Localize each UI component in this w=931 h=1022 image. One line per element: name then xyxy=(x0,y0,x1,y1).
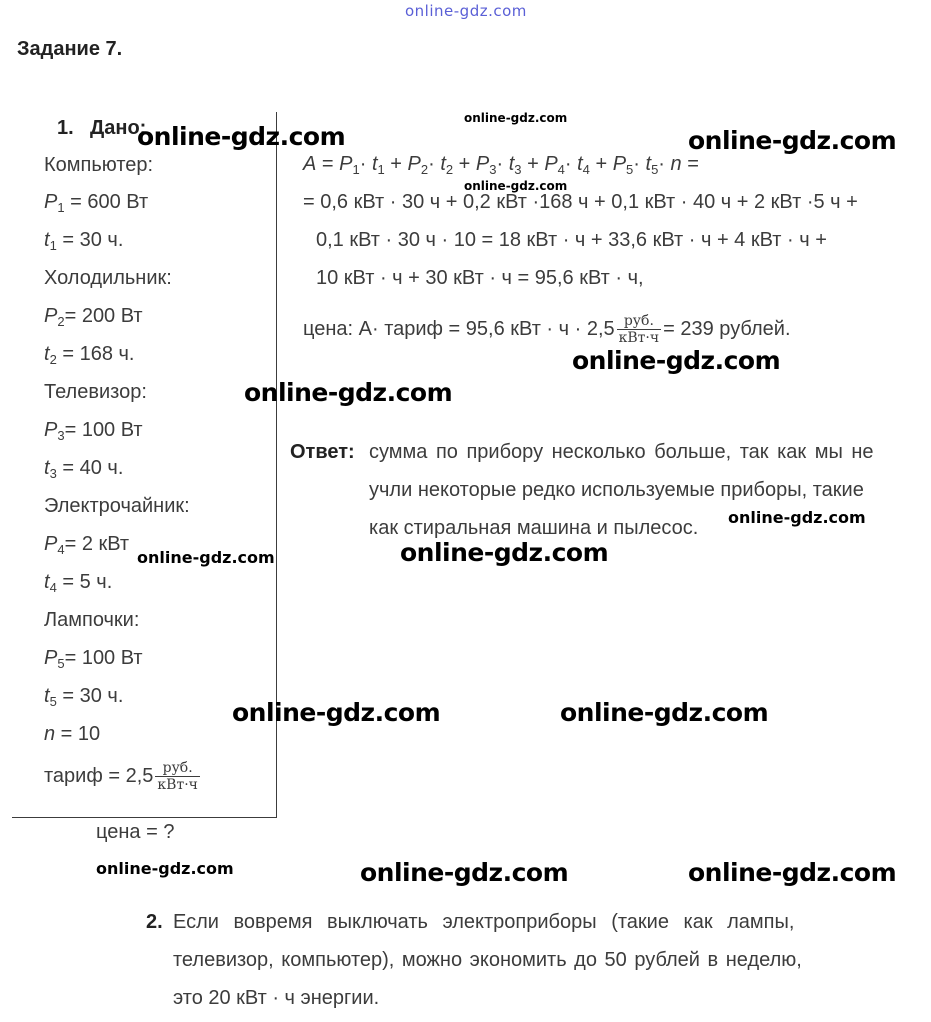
watermark: online-gdz.com xyxy=(400,538,609,567)
solution-line-2: = 0,6 кВт · 30 ч + 0,2 кВт ·168 ч + 0,1 кВт · 40 ч + 2 кВт ·5 ч + xyxy=(303,191,858,213)
given-price-question: цена = ? xyxy=(96,821,175,843)
top-watermark: online-gdz.com xyxy=(405,2,527,20)
given-t2: $t_2 = 168$ ч. xyxy=(44,343,135,367)
given-p3: $P_3= 100$ Вт xyxy=(44,419,143,443)
tariff-fraction: $\frac{\text{руб.}}{\text{кВт·ч}}$ xyxy=(157,760,198,793)
given-computer: Компьютер: xyxy=(44,154,154,176)
given-p5: $P_5= 100$ Вт xyxy=(44,647,143,671)
task2-number: 2. xyxy=(146,911,163,933)
given-divider-horizontal xyxy=(12,817,277,818)
watermark: online-gdz.com xyxy=(688,126,897,155)
solution-price: цена: А· тариф = 95,6 кВт · ч · 2,5 $\frac{\text{руб.}}{\text{кВт·ч}}$ = 239 рублей. xyxy=(303,313,791,346)
watermark: online-gdz.com xyxy=(560,698,769,727)
watermark: online-gdz.com xyxy=(688,858,897,887)
page-title: Задание 7. xyxy=(17,38,123,60)
given-t1: $t_1 = 30$ ч. xyxy=(44,229,124,253)
given-t3: $t_3 = 40$ ч. xyxy=(44,457,124,481)
given-p1: $P_1 = 600$ Вт xyxy=(44,191,149,215)
solution-line-3: 0,1 кВт · 30 ч · 10 = 18 кВт · ч + 33,6 кВт · ч + 4 кВт · ч + xyxy=(316,229,827,251)
given-fridge: Холодильник: xyxy=(44,267,172,289)
task1-number: 1. xyxy=(57,117,74,139)
given-p4: $P_4= 2$ кВт xyxy=(44,533,130,557)
given-t4: $t_4 = 5$ ч. xyxy=(44,571,113,595)
watermark: online-gdz.com xyxy=(244,378,453,407)
watermark: online-gdz.com xyxy=(137,548,275,567)
given-t5: $t_5 = 30$ ч. xyxy=(44,685,124,709)
task2-line-2: телевизор, компьютер), можно экономить до 50 рублей в неделю, xyxy=(173,949,802,971)
given-lamps: Лампочки: xyxy=(44,609,140,631)
watermark: online-gdz.com xyxy=(137,122,346,151)
watermark: online-gdz.com xyxy=(464,179,568,193)
answer-line-1: сумма по прибору несколько больше, так как мы не xyxy=(369,441,874,463)
given-p2: $P_2= 200$ Вт xyxy=(44,305,143,329)
answer-line-3: как стиральная машина и пылесос. xyxy=(369,517,699,539)
given-label: Дано: xyxy=(90,117,147,139)
watermark: online-gdz.com xyxy=(728,508,866,527)
watermark: online-gdz.com xyxy=(572,346,781,375)
task2-line-3: это 20 кВт · ч энергии. xyxy=(173,987,380,1009)
solution-line-4: 10 кВт · ч + 30 кВт · ч = 95,6 кВт · ч, xyxy=(316,267,644,289)
given-n: n = 10 xyxy=(44,723,101,745)
given-tv: Телевизор: xyxy=(44,381,147,403)
answer-label: Ответ: xyxy=(290,441,355,463)
given-kettle: Электрочайник: xyxy=(44,495,190,517)
price-fraction: $\frac{\text{руб.}}{\text{кВт·ч}}$ xyxy=(618,313,660,346)
watermark: online-gdz.com xyxy=(464,111,568,125)
watermark: online-gdz.com xyxy=(232,698,441,727)
given-tariff: тариф = 2,5 $\frac{\text{руб.}}{\text{кВт·ч}}$ xyxy=(44,760,198,793)
task2-line-1: Если вовремя выключать электроприборы (такие как лампы, xyxy=(173,911,795,933)
watermark: online-gdz.com xyxy=(96,859,234,878)
solution-line-1: $A = P_1\cdot t_1 + P_2\cdot t_2 + P_3\cdot t_3 + P_4\cdot t_4 + P_5\cdot t_5\cdot n$ = xyxy=(303,153,699,177)
answer-line-2: учли некоторые редко используемые приборы, такие xyxy=(369,479,864,501)
watermark: online-gdz.com xyxy=(360,858,569,887)
